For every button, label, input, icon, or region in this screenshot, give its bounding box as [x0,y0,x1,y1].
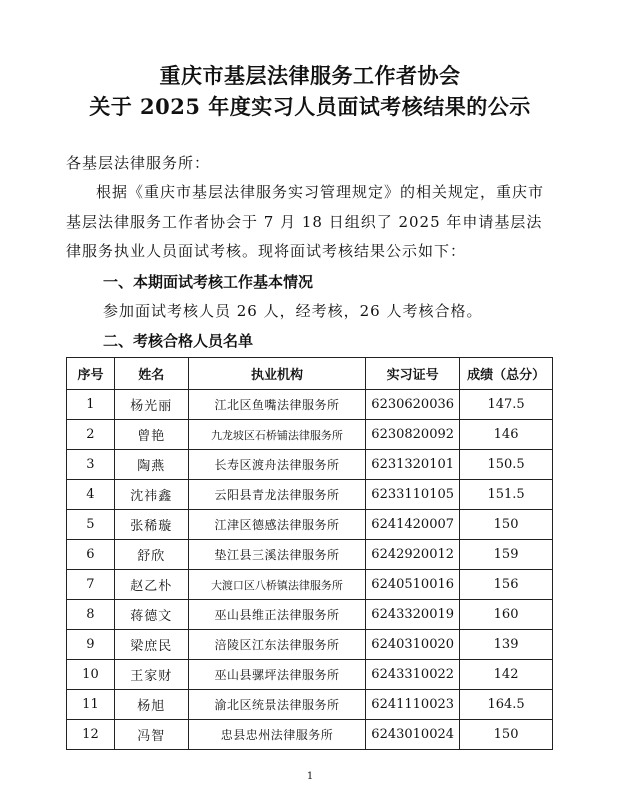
section1-text: 参加面试考核人员 26 人，经考核，26 人考核合格。 [103,302,483,320]
cell-organization: 忠县忠州法律服务所 [188,720,365,750]
cell-index: 8 [67,600,115,630]
cell-score: 146 [460,420,553,450]
cell-certificate-no: 6231320101 [366,450,460,480]
table-row [67,420,553,450]
cell-index: 5 [67,510,115,540]
cell-name: 王家财 [114,660,188,690]
cell-organization: 渝北区统景法律服务所 [188,690,365,720]
table-row [67,600,553,630]
cell-name: 张稀璇 [114,510,188,540]
cell-name: 赵乙朴 [114,570,188,600]
table-row [67,690,553,720]
cell-certificate-no: 6240510016 [366,570,460,600]
cell-index: 1 [67,390,115,420]
cell-score: 142 [460,660,553,690]
cell-score: 151.5 [460,480,553,510]
cell-name: 杨光丽 [114,390,188,420]
cell-certificate-no: 6243010024 [366,720,460,750]
cell-score: 147.5 [460,390,553,420]
table-row [67,570,553,600]
section2-heading: 二、考核合格人员名单 [103,332,254,350]
cell-certificate-no: 6240310020 [366,630,460,660]
cell-score: 164.5 [460,690,553,720]
table-body [67,390,553,750]
cell-name: 杨旭 [114,690,188,720]
header-name: 姓名 [114,358,188,390]
cell-certificate-no: 6230620036 [366,390,460,420]
cell-index: 10 [67,660,115,690]
cell-name: 梁庶民 [114,630,188,660]
cell-organization: 云阳县青龙法律服务所 [188,480,365,510]
cell-score: 160 [460,600,553,630]
intro-paragraph: 根据《重庆市基层法律服务实习管理规定》的相关规定，重庆市基层法律服务工作者协会于 7 月 18 日组织了 2025 年申请基层法律服务执业人员面试考核。现将面试考核结果公示如下： [66,183,545,260]
cell-index: 2 [67,420,115,450]
cell-index: 6 [67,540,115,570]
cell-index: 9 [67,630,115,660]
cell-organization: 九龙坡区石桥铺法律服务所 [188,420,365,450]
cell-score: 150 [460,720,553,750]
cell-name: 沈祎鑫 [114,480,188,510]
cell-certificate-no: 6233110105 [366,480,460,510]
cell-name: 蒋德文 [114,600,188,630]
cell-name: 曾艳 [114,420,188,450]
cell-organization: 长寿区渡舟法律服务所 [188,450,365,480]
table-row [67,720,553,750]
cell-score: 150.5 [460,450,553,480]
salutation: 各基层法律服务所： [66,154,211,172]
header-certificate-no: 实习证号 [366,358,460,390]
cell-certificate-no: 6242920012 [366,540,460,570]
cell-name: 冯智 [114,720,188,750]
table-row [67,480,553,510]
document-title-line2: 关于 2025 年度实习人员面试考核结果的公示 [89,94,531,119]
table-row [67,630,553,660]
cell-certificate-no: 6243320019 [366,600,460,630]
results-table [66,357,553,750]
table-row [67,660,553,690]
cell-certificate-no: 6230820092 [366,420,460,450]
cell-name: 舒欣 [114,540,188,570]
cell-organization: 江北区鱼嘴法律服务所 [188,390,365,420]
cell-certificate-no: 6243310022 [366,660,460,690]
document-title-line1: 重庆市基层法律服务工作者协会 [159,63,461,88]
cell-score: 150 [460,510,553,540]
cell-index: 12 [67,720,115,750]
cell-certificate-no: 6241420007 [366,510,460,540]
cell-index: 11 [67,690,115,720]
cell-score: 156 [460,570,553,600]
header-organization: 执业机构 [188,358,365,390]
cell-organization: 涪陵区江东法律服务所 [188,630,365,660]
cell-index: 3 [67,450,115,480]
cell-certificate-no: 6241110023 [366,690,460,720]
cell-organization: 巫山县维正法律服务所 [188,600,365,630]
cell-score: 159 [460,540,553,570]
section1-heading: 一、本期面试考核工作基本情况 [103,273,314,291]
table-row [67,540,553,570]
header-score: 成绩（总分） [460,358,553,390]
cell-index: 7 [67,570,115,600]
header-index: 序号 [67,358,115,390]
page-number: 1 [306,771,314,782]
table-row [67,450,553,480]
cell-organization: 大渡口区八桥镇法律服务所 [188,570,365,600]
cell-organization: 垫江县三溪法律服务所 [188,540,365,570]
cell-organization: 巫山县骡坪法律服务所 [188,660,365,690]
cell-name: 陶燕 [114,450,188,480]
table-header-row [67,358,553,390]
table-row [67,510,553,540]
cell-index: 4 [67,480,115,510]
cell-score: 139 [460,630,553,660]
table-row [67,390,553,420]
cell-organization: 江津区德感法律服务所 [188,510,365,540]
